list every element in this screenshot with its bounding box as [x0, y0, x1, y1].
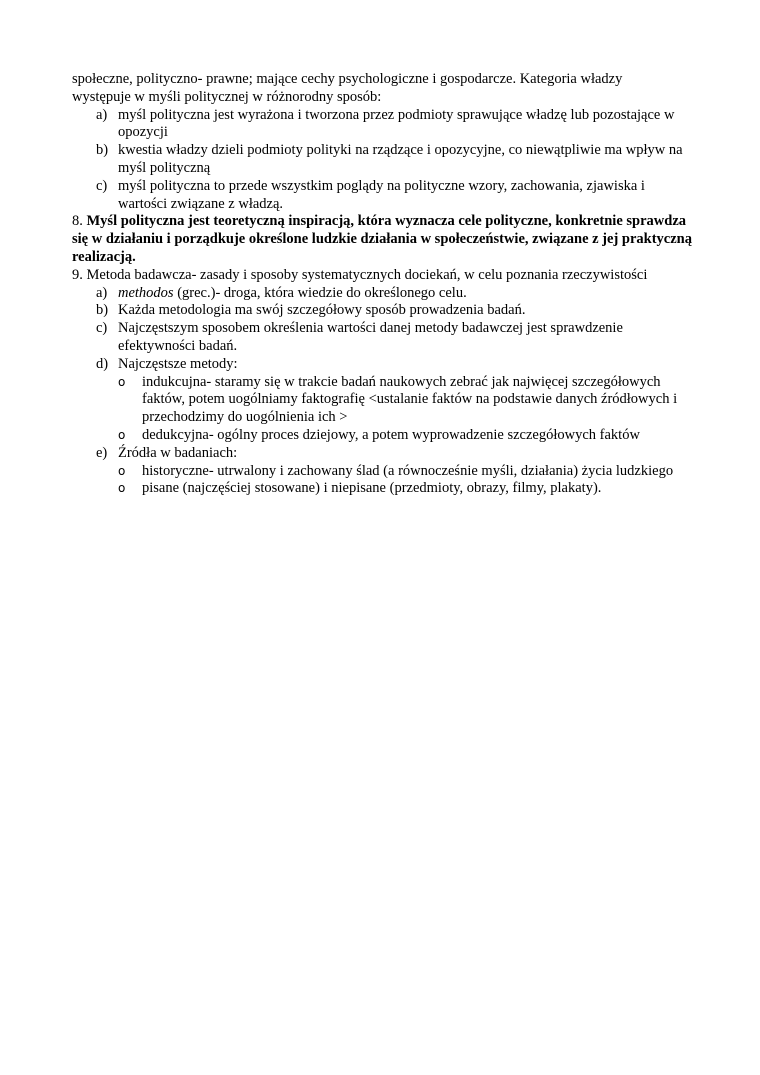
point-8-number: 8.	[72, 213, 83, 230]
list-marker: d)	[96, 355, 109, 372]
methodos-term: methodos	[118, 284, 174, 301]
bullet-marker: o	[118, 374, 126, 389]
list-marker: c)	[96, 177, 108, 194]
intro-line-2: występuje w myśli politycznej w różnorodny sposób:	[72, 88, 382, 105]
list-item-text: Najczęstsze metody:	[118, 355, 238, 372]
sublist-item	[118, 374, 692, 427]
list-item-text: myśl polityczna jest wyrażona i tworzona przez podmioty sprawujące władzę lub pozostające w opozycji	[118, 106, 675, 141]
sublist-item	[118, 480, 692, 498]
list-item-text: kwestia władzy dzieli podmioty polityki na rządzące i opozycyjne, co niewątpliwie ma wpływ na myśl polityczną	[118, 142, 683, 176]
intro-line-1: społeczne, polityczno- prawne; mające cechy psychologiczne i gospodarcze. Kategoria władzy	[72, 71, 623, 87]
bullet-marker: o	[118, 481, 126, 496]
list-item	[72, 302, 692, 320]
point-8-text: Myśl polityczna jest teoretyczną inspiracją, która wyznacza cele polityczne, konkretnie sprawdza się w działaniu i porządkuje określone ludzkie działania w społeczeństwie, związane z jej praktyczną realizacją.	[72, 213, 692, 265]
bullet-marker: o	[118, 463, 126, 478]
sublist-item-text: indukcujna- staramy się w trakcie badań naukowych zebrać jak najwięcej szczegółowych faktów, potem uogólniamy faktografię <ustalanie faktów na podstawie danych źródłowych i przechodzimy do uogólnienia ich >	[142, 373, 678, 426]
list-marker: c)	[96, 320, 108, 337]
list-item	[72, 445, 692, 498]
list-item-text: Najczęstszym sposobem określenia wartości danej metody badawczej jest sprawdzenie efektywności badań.	[118, 320, 623, 354]
list-marker: b)	[96, 142, 109, 159]
list-marker: e)	[96, 444, 108, 461]
list-item	[72, 285, 692, 303]
sublist-item	[118, 427, 692, 445]
bullet-marker: o	[118, 427, 126, 442]
list-marker: b)	[96, 302, 109, 319]
document-body	[72, 71, 692, 498]
point-8-paragraph	[72, 213, 692, 266]
point-9-paragraph	[72, 267, 692, 285]
list-marker: a)	[96, 106, 108, 123]
point-9-text: Metoda badawcza- zasady i sposoby systematycznych dociekań, w celu poznania rzeczywistości	[86, 266, 648, 283]
list-item	[72, 178, 692, 214]
sublist-item-text: dedukcyjna- ogólny proces dziejowy, a potem wyprowadzenie szczegółowych faktów	[142, 426, 640, 443]
list-marker: a)	[96, 284, 108, 301]
power-category-list	[72, 107, 692, 214]
list-item-text: myśl polityczna to przede wszystkim poglądy na polityczne wzory, zachowania, zjawiska i wartości związane z władzą.	[118, 177, 645, 212]
sublist-item-text: pisane (najczęściej stosowane) i niepisane (przedmioty, obrazy, filmy, plakaty).	[142, 480, 602, 497]
list-item-text: (grec.)- droga, która wiedzie do określonego celu.	[173, 284, 467, 301]
list-item-text: Każda metodologia ma swój szczegółowy sposób prowadzenia badań.	[118, 302, 526, 319]
list-item	[72, 142, 692, 178]
point-9-number: 9.	[72, 266, 83, 283]
intro-paragraph	[72, 71, 692, 107]
list-item	[72, 320, 692, 356]
list-item-text: Źródła w badaniach:	[118, 444, 238, 461]
sublist-item	[118, 463, 692, 481]
sources-sublist	[118, 463, 692, 499]
list-item	[72, 107, 692, 143]
sublist-item-text: historyczne- utrwalony i zachowany ślad (a równocześnie myśli, działania) życia ludzkiego	[142, 462, 674, 479]
list-item	[72, 356, 692, 445]
research-method-list	[72, 285, 692, 499]
methods-sublist	[118, 374, 692, 445]
